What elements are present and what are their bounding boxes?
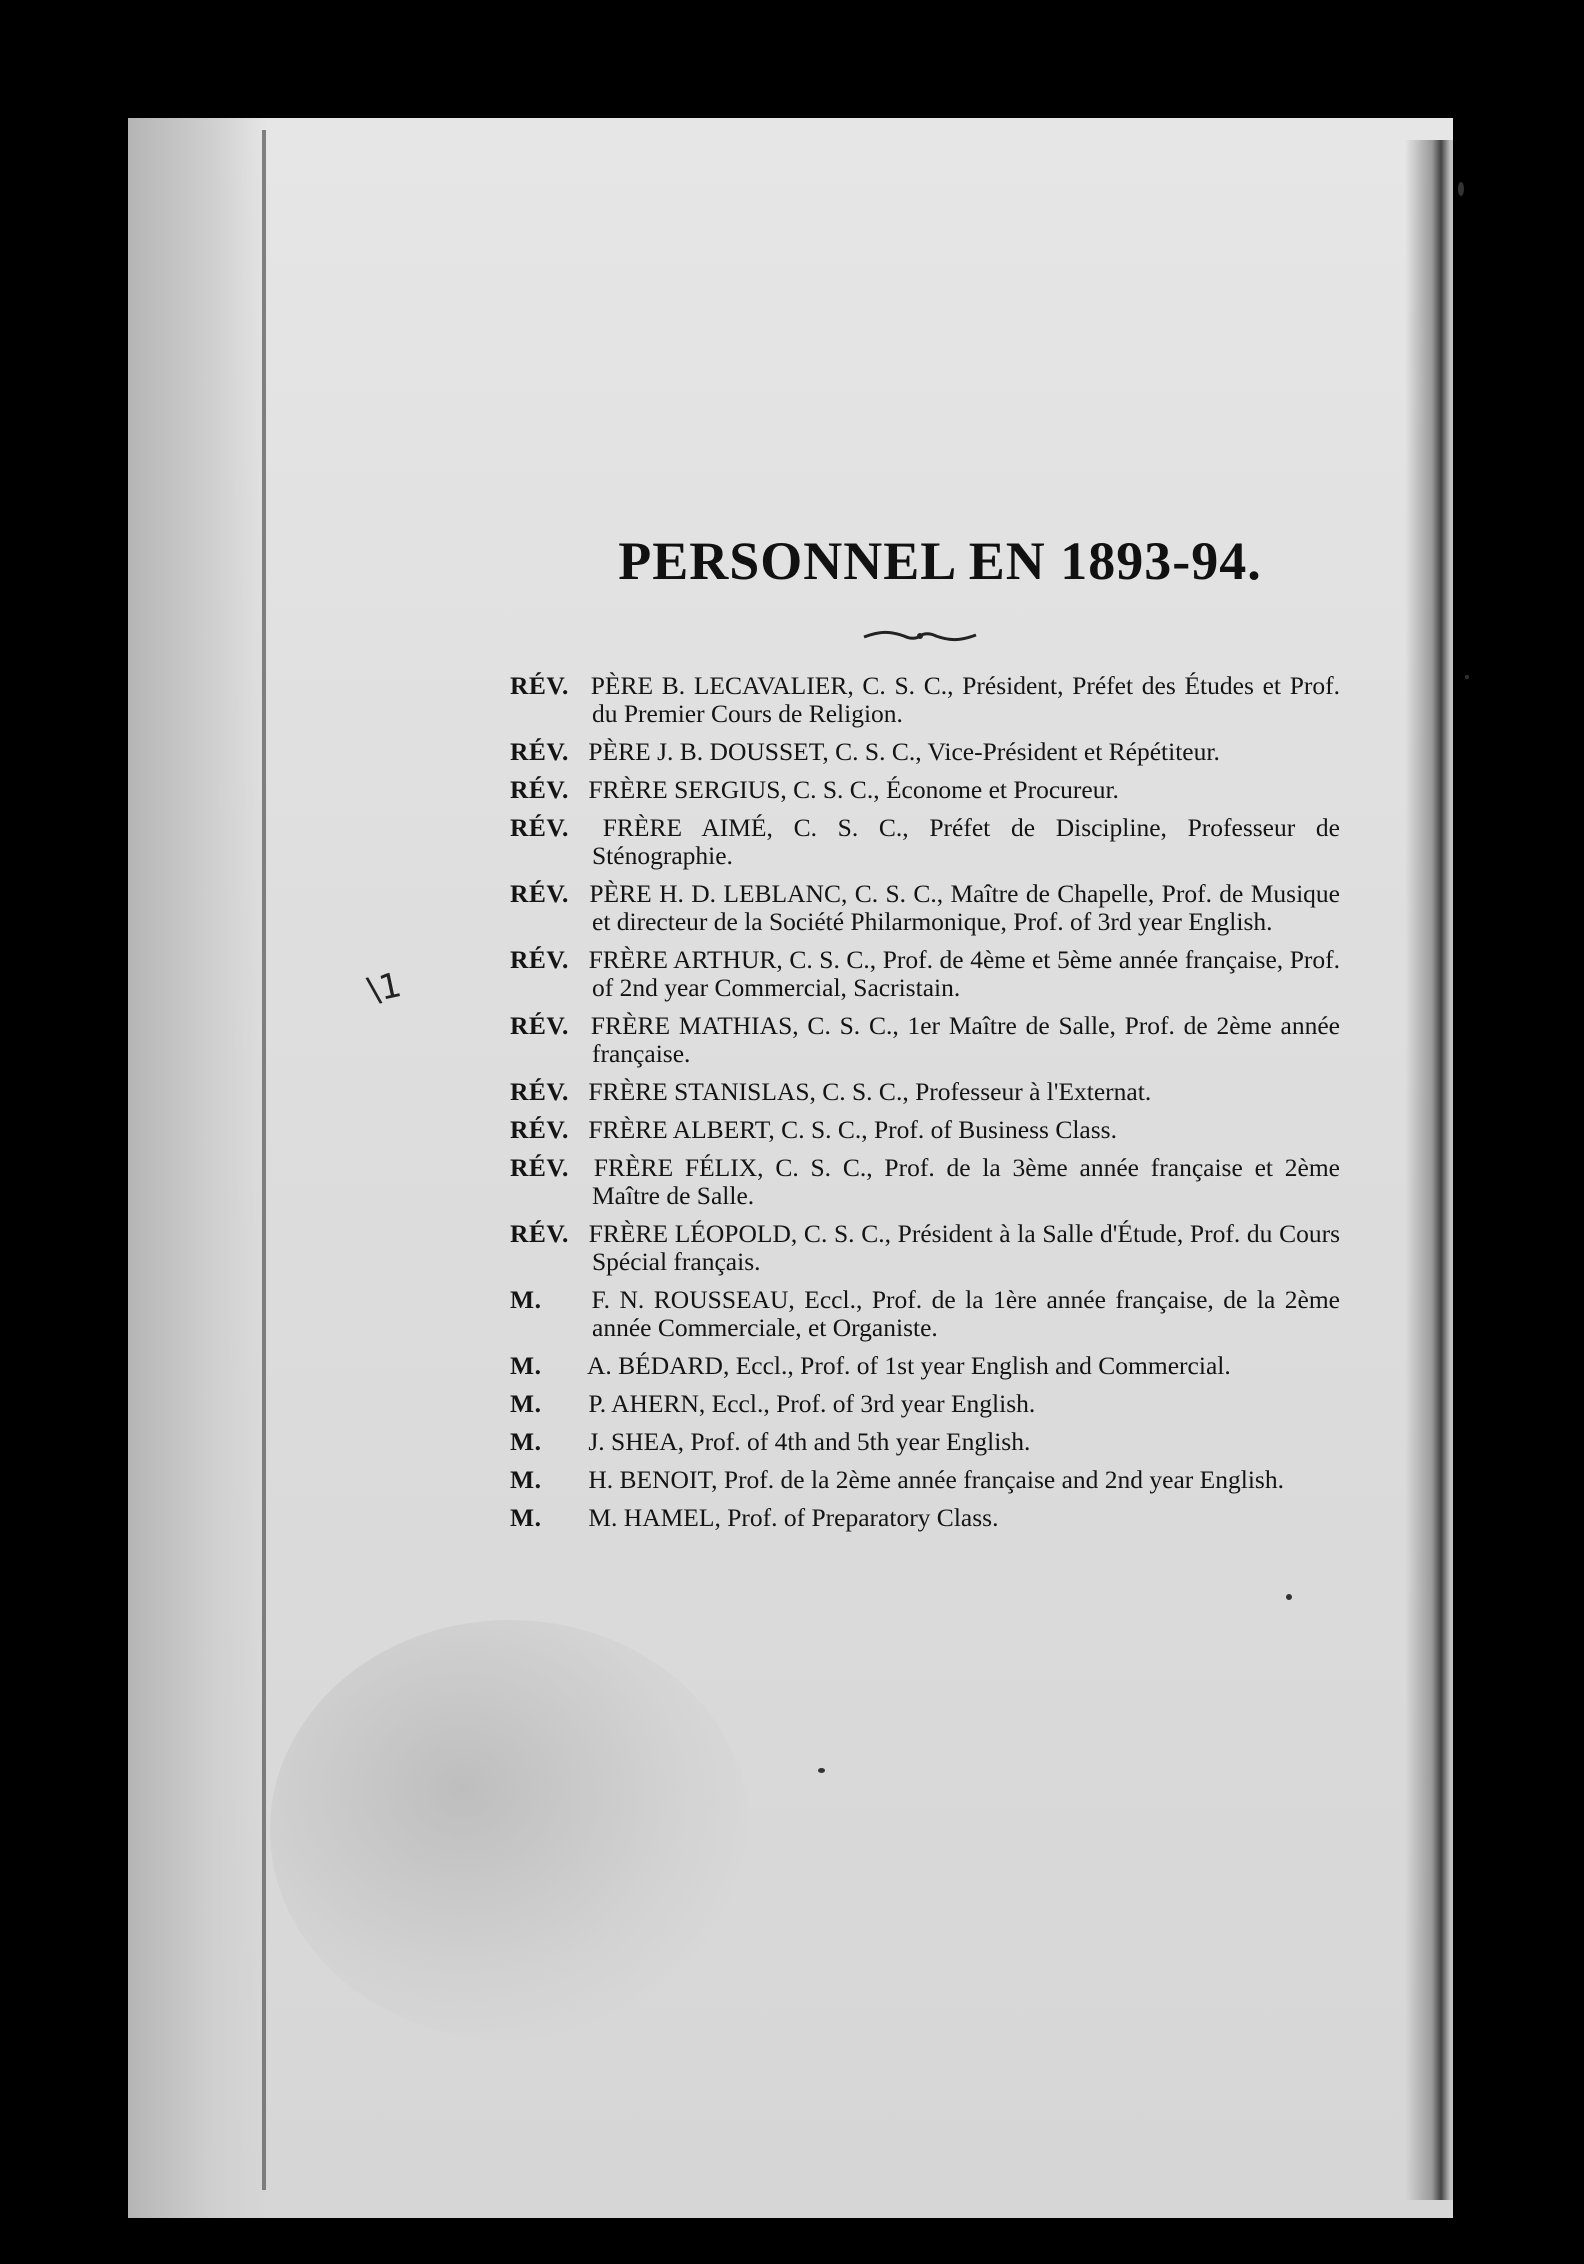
staff-entry	[510, 776, 1340, 804]
entry-text: FRÈRE FÉLIX, C. S. C., Prof. de la 3ème année française et 2ème Maître de Salle.	[582, 1153, 1340, 1210]
staff-entry	[510, 946, 1340, 1002]
speck	[1465, 675, 1469, 679]
entry-text: FRÈRE ARTHUR, C. S. C., Prof. de 4ème et 5ème année française, Prof. of 2nd year Commercial, Sacristain.	[582, 945, 1340, 1002]
entry-text: P. AHERN, Eccl., Prof. of 3rd year English.	[582, 1389, 1036, 1418]
entry-text: FRÈRE LÉOPOLD, C. S. C., Président à la Salle d'Étude, Prof. du Cours Spécial français.	[582, 1219, 1340, 1276]
entry-text: FRÈRE SERGIUS, C. S. C., Économe et Procureur.	[582, 775, 1119, 804]
entry-prefix: RÉV.	[510, 671, 569, 700]
entry-prefix: RÉV.	[510, 1077, 569, 1106]
staff-entry	[510, 1390, 1340, 1418]
staff-entry	[510, 1220, 1340, 1276]
staff-entry	[510, 1466, 1340, 1494]
entry-text: J. SHEA, Prof. of 4th and 5th year English.	[582, 1427, 1031, 1456]
entry-prefix: RÉV.	[510, 1153, 569, 1182]
entry-prefix: M.	[510, 1427, 542, 1456]
entry-prefix: M.	[510, 1503, 542, 1532]
entry-prefix: M.	[510, 1465, 542, 1494]
staff-entry	[510, 672, 1340, 728]
entry-prefix: RÉV.	[510, 945, 569, 974]
entry-text: FRÈRE MATHIAS, C. S. C., 1er Maître de Salle, Prof. de 2ème année française.	[582, 1011, 1340, 1068]
page-title: PERSONNEL EN 1893-94.	[618, 531, 1262, 591]
scan-margin-right	[1453, 118, 1584, 2264]
entry-text: A. BÉDARD, Eccl., Prof. of 1st year English and Commercial.	[582, 1351, 1231, 1380]
staff-entry	[510, 1154, 1340, 1210]
staff-entry	[510, 1116, 1340, 1144]
speck	[818, 1768, 825, 1773]
entry-prefix: RÉV.	[510, 1219, 569, 1248]
speck	[1458, 182, 1464, 196]
staff-list	[510, 672, 1340, 1542]
entry-text: FRÈRE AIMÉ, C. S. C., Préfet de Discipline, Professeur de Sténographie.	[582, 813, 1340, 870]
staff-entry	[510, 1012, 1340, 1068]
entry-text: PÈRE B. LECAVALIER, C. S. C., Président, Préfet des Études et Prof. du Premier Cours de Religion.	[582, 671, 1340, 728]
entry-text: M. HAMEL, Prof. of Preparatory Class.	[582, 1503, 999, 1532]
binding-rule	[262, 130, 266, 2190]
page-fold-shadow	[128, 118, 268, 2218]
staff-entry	[510, 814, 1340, 870]
entry-text: H. BENOIT, Prof. de la 2ème année française and 2nd year English.	[582, 1465, 1284, 1494]
entry-prefix: M.	[510, 1351, 542, 1380]
entry-text: FRÈRE STANISLAS, C. S. C., Professeur à l'Externat.	[582, 1077, 1152, 1106]
speck	[1286, 1594, 1292, 1600]
staff-entry	[510, 1504, 1340, 1532]
entry-prefix: M.	[510, 1285, 542, 1314]
staff-entry	[510, 880, 1340, 936]
entry-text: PÈRE H. D. LEBLANC, C. S. C., Maître de Chapelle, Prof. de Musique et directeur de la Société Philarmonique, Prof. of 3rd year English.	[582, 879, 1340, 936]
entry-prefix: RÉV.	[510, 1011, 569, 1040]
title-block	[560, 530, 1320, 600]
staff-entry	[510, 1078, 1340, 1106]
title-ornament	[860, 628, 980, 644]
staff-entry	[510, 738, 1340, 766]
staff-entry	[510, 1286, 1340, 1342]
entry-prefix: RÉV.	[510, 775, 569, 804]
entry-text: PÈRE J. B. DOUSSET, C. S. C., Vice-Président et Répétiteur.	[582, 737, 1220, 766]
entry-prefix: M.	[510, 1389, 542, 1418]
entry-text: FRÈRE ALBERT, C. S. C., Prof. of Business Class.	[582, 1115, 1117, 1144]
margin-annotation: \1	[364, 964, 405, 1012]
entry-prefix: RÉV.	[510, 879, 569, 908]
entry-prefix: RÉV.	[510, 813, 569, 842]
staff-entry	[510, 1428, 1340, 1456]
entry-prefix: RÉV.	[510, 737, 569, 766]
staff-entry	[510, 1352, 1340, 1380]
entry-prefix: RÉV.	[510, 1115, 569, 1144]
entry-text: F. N. ROUSSEAU, Eccl., Prof. de la 1ère année française, de la 2ème année Commerciale, et Organiste.	[582, 1285, 1340, 1342]
water-stain	[270, 1620, 750, 2040]
